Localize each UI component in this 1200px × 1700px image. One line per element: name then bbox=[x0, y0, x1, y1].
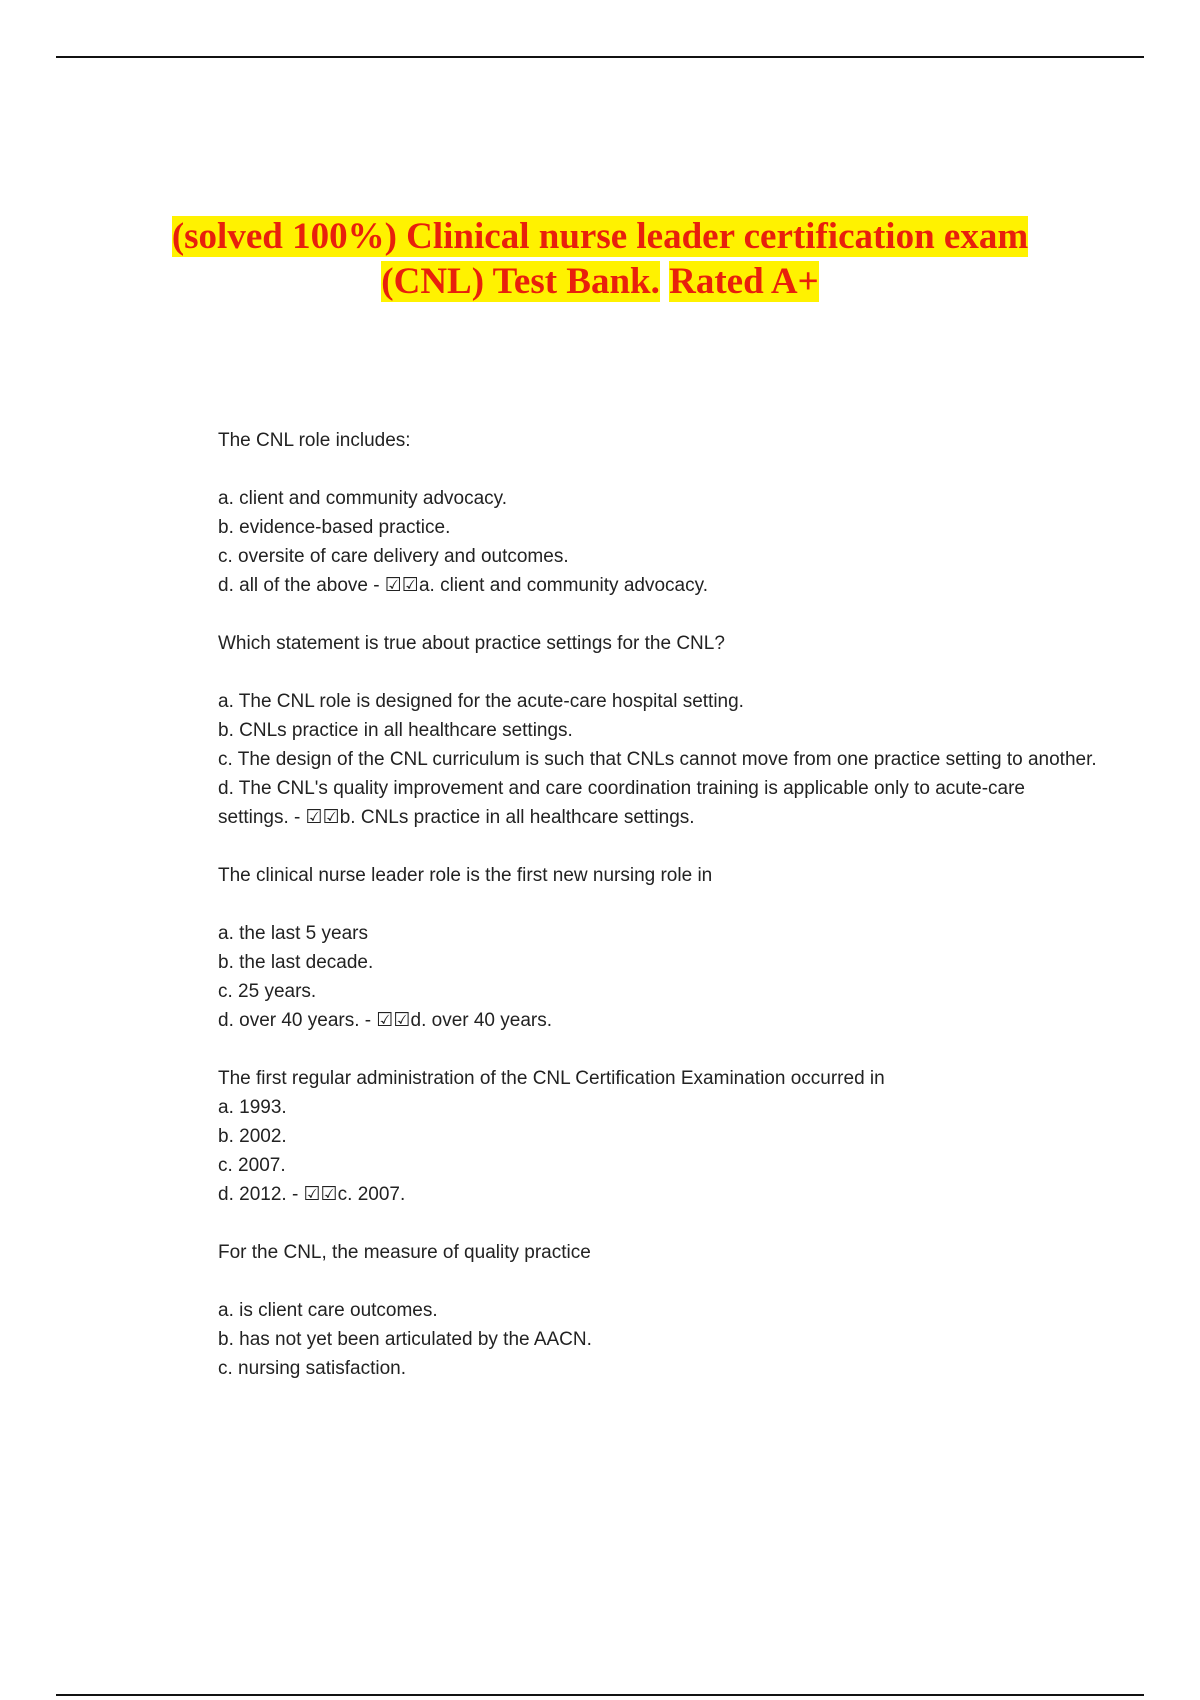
question-2 bbox=[218, 629, 1098, 832]
question-3-option-c: c. 25 years. bbox=[218, 981, 317, 1002]
question-2-option-a: a. The CNL role is designed for the acute-care hospital setting. bbox=[218, 691, 744, 712]
question-5-option-b: b. has not yet been articulated by the AACN. bbox=[218, 1329, 592, 1350]
question-5-option-c: c. nursing satisfaction. bbox=[218, 1358, 406, 1379]
question-4-option-b: b. 2002. bbox=[218, 1126, 287, 1147]
answer-separator bbox=[368, 575, 385, 596]
top-rule bbox=[56, 56, 1144, 58]
question-1-option-a: a. client and community advocacy. bbox=[218, 488, 508, 509]
question-4-option-d bbox=[218, 1180, 1098, 1209]
question-1-option-d bbox=[218, 571, 1098, 600]
title-line-2b: Rated A+ bbox=[669, 261, 819, 302]
question-4-option-a: a. 1993. bbox=[218, 1097, 287, 1118]
question-3-option-b: b. the last decade. bbox=[218, 952, 374, 973]
question-3-option-d-text: d. over 40 years. bbox=[218, 1010, 360, 1031]
question-4 bbox=[218, 1064, 1098, 1209]
title-line-2a: (CNL) Test Bank. bbox=[381, 261, 660, 302]
question-5-stem: For the CNL, the measure of quality practice bbox=[218, 1242, 591, 1263]
question-4-option-c: c. 2007. bbox=[218, 1155, 286, 1176]
question-1-answer: a. client and community advocacy. bbox=[418, 575, 708, 596]
document-title bbox=[100, 214, 1100, 304]
title-line-1: (solved 100%) Clinical nurse leader certification exam bbox=[171, 216, 1029, 257]
question-2-stem: Which statement is true about practice settings for the CNL? bbox=[218, 633, 725, 654]
question-1 bbox=[218, 426, 1098, 600]
question-3-option-d bbox=[218, 1006, 1098, 1035]
answer-separator bbox=[360, 1010, 377, 1031]
question-4-stem: The first regular administration of the CNL Certification Examination occurred in bbox=[218, 1068, 885, 1089]
question-2-answer: b. CNLs practice in all healthcare settings. bbox=[339, 807, 695, 828]
question-list bbox=[218, 426, 1098, 1412]
question-2-option-b: b. CNLs practice in all healthcare settings. bbox=[218, 720, 573, 741]
check-mark-icon: ☑☑ bbox=[384, 575, 419, 596]
question-3-stem: The clinical nurse leader role is the first new nursing role in bbox=[218, 865, 713, 886]
check-mark-icon: ☑☑ bbox=[303, 1184, 338, 1205]
bottom-rule bbox=[56, 1694, 1144, 1696]
question-3-option-a: a. the last 5 years bbox=[218, 923, 368, 944]
answer-separator bbox=[287, 1184, 304, 1205]
question-1-option-d-text: d. all of the above bbox=[218, 575, 368, 596]
question-4-option-d-text: d. 2012. bbox=[218, 1184, 287, 1205]
question-2-option-d bbox=[218, 774, 1098, 832]
check-mark-icon: ☑☑ bbox=[376, 1010, 411, 1031]
answer-separator bbox=[289, 807, 306, 828]
question-1-option-b: b. evidence-based practice. bbox=[218, 517, 451, 538]
question-3 bbox=[218, 861, 1098, 1035]
question-5-option-a: a. is client care outcomes. bbox=[218, 1300, 438, 1321]
question-1-stem: The CNL role includes: bbox=[218, 430, 411, 451]
question-5 bbox=[218, 1238, 1098, 1383]
question-1-option-c: c. oversite of care delivery and outcomes. bbox=[218, 546, 569, 567]
question-4-answer: c. 2007. bbox=[337, 1184, 406, 1205]
check-mark-icon: ☑☑ bbox=[305, 807, 340, 828]
question-2-option-d-text: d. The CNL's quality improvement and care coordination training is applicable only to acute-care settings. bbox=[218, 778, 1025, 828]
question-3-answer: d. over 40 years. bbox=[410, 1010, 553, 1031]
question-2-option-c: c. The design of the CNL curriculum is such that CNLs cannot move from one practice setting to another. bbox=[218, 749, 1097, 770]
